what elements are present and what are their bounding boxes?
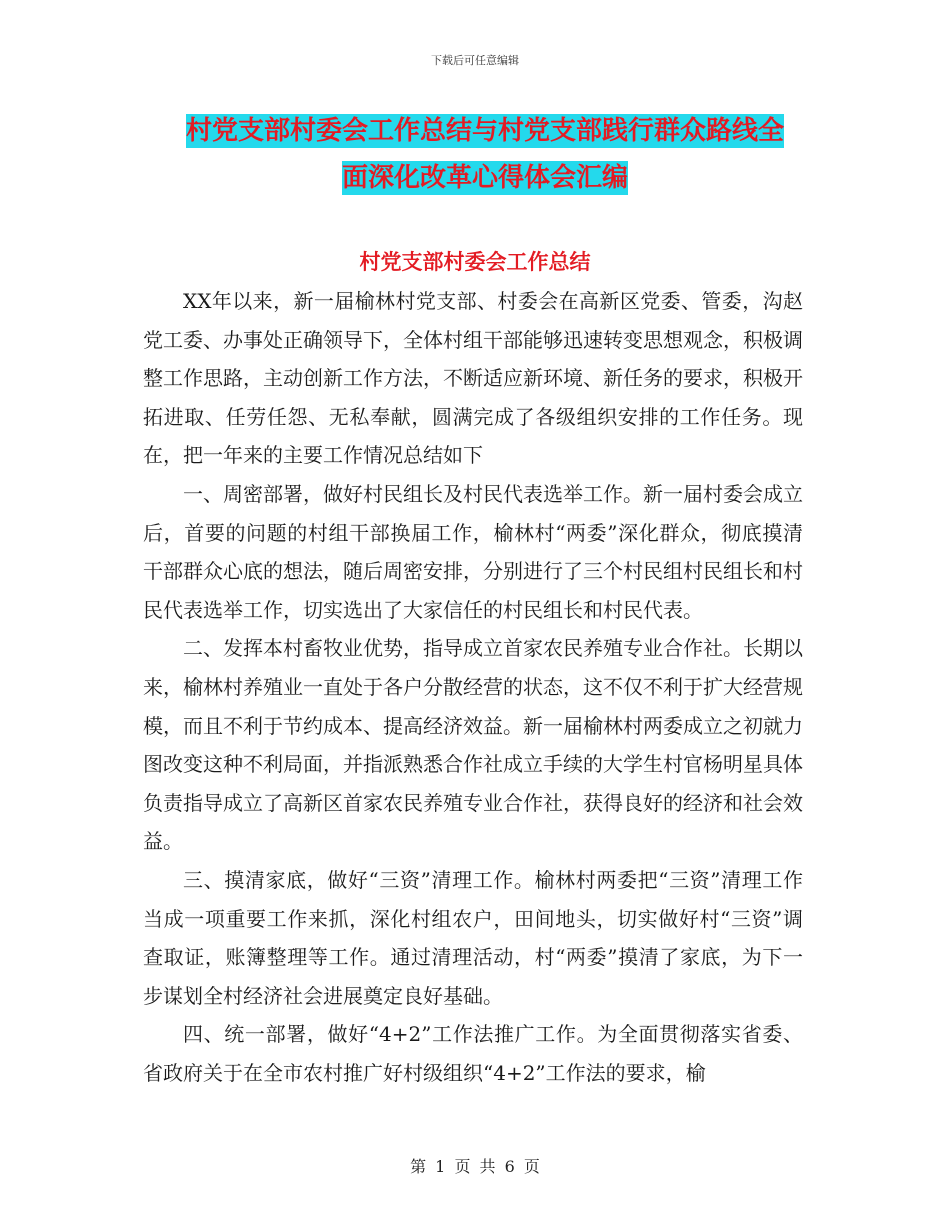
document-title	[145, 108, 825, 202]
document-title-line-1: 村党支部村委会工作总结与村党支部践行群众路线全	[185, 116, 784, 146]
paragraph-intro: XX年以来，新一届榆林村党支部、村委会在高新区党委、管委，沟赵党工委、办事处正确领导下，全体村组干部能够迅速转变思想观念，积极调整工作思路，主动创新工作方法，不断适应新环境、新任务的要求，积极开拓进取、任劳任怨、无私奉献，圆满完成了各级组织安排的工作任务。现在，把一年来的主要工作情况总结如下	[143, 289, 803, 468]
page-footer: 第 1 页 共 6 页	[410, 1157, 540, 1176]
paragraph-item-2: 二、发挥本村畜牧业优势，指导成立首家农民养殖专业合作社。长期以来，榆林村养殖业一直处于各户分散经营的状态，这不仅不利于扩大经营规模，而且不利于节约成本、提高经济效益。新一届榆林村两委成立之初就力图改变这种不利局面，并指派熟悉合作社成立手续的大学生村官杨明星具体负责指导成立了高新区首家农民养殖专业合作社，获得良好的经济和社会效益。	[143, 636, 803, 854]
paragraph-item-4: 四、统一部署，做好“4+2”工作法推广工作。为全面贯彻落实省委、省政府关于在全市农村推广好村级组织“4+2”工作法的要求，榆	[143, 1022, 803, 1085]
paragraph-item-3: 三、摸清家底，做好“三资”清理工作。榆林村两委把“三资”清理工作当成一项重要工作来抓，深化村组农户，田间地头，切实做好村“三资”调查取证，账簿整理等工作。通过清理活动，村“两委”摸清了家底，为下一步谋划全村经济社会进展奠定良好基础。	[143, 867, 803, 1008]
paragraph-item-1: 一、周密部署，做好村民组长及村民代表选举工作。新一届村委会成立后，首要的问题的村组干部换届工作，榆林村“两委”深化群众，彻底摸清干部群众心底的想法，随后周密安排，分别进行了三个村民组村民组长和村民代表选举工作，切实选出了大家信任的村民组长和村民代表。	[143, 481, 803, 622]
document-title-line-2: 面深化改革心得体会汇编	[341, 163, 628, 193]
body-text	[143, 282, 803, 1092]
section-title: 村党支部村委会工作总结	[359, 249, 591, 274]
header-note: 下载后可任意编辑	[431, 54, 519, 67]
